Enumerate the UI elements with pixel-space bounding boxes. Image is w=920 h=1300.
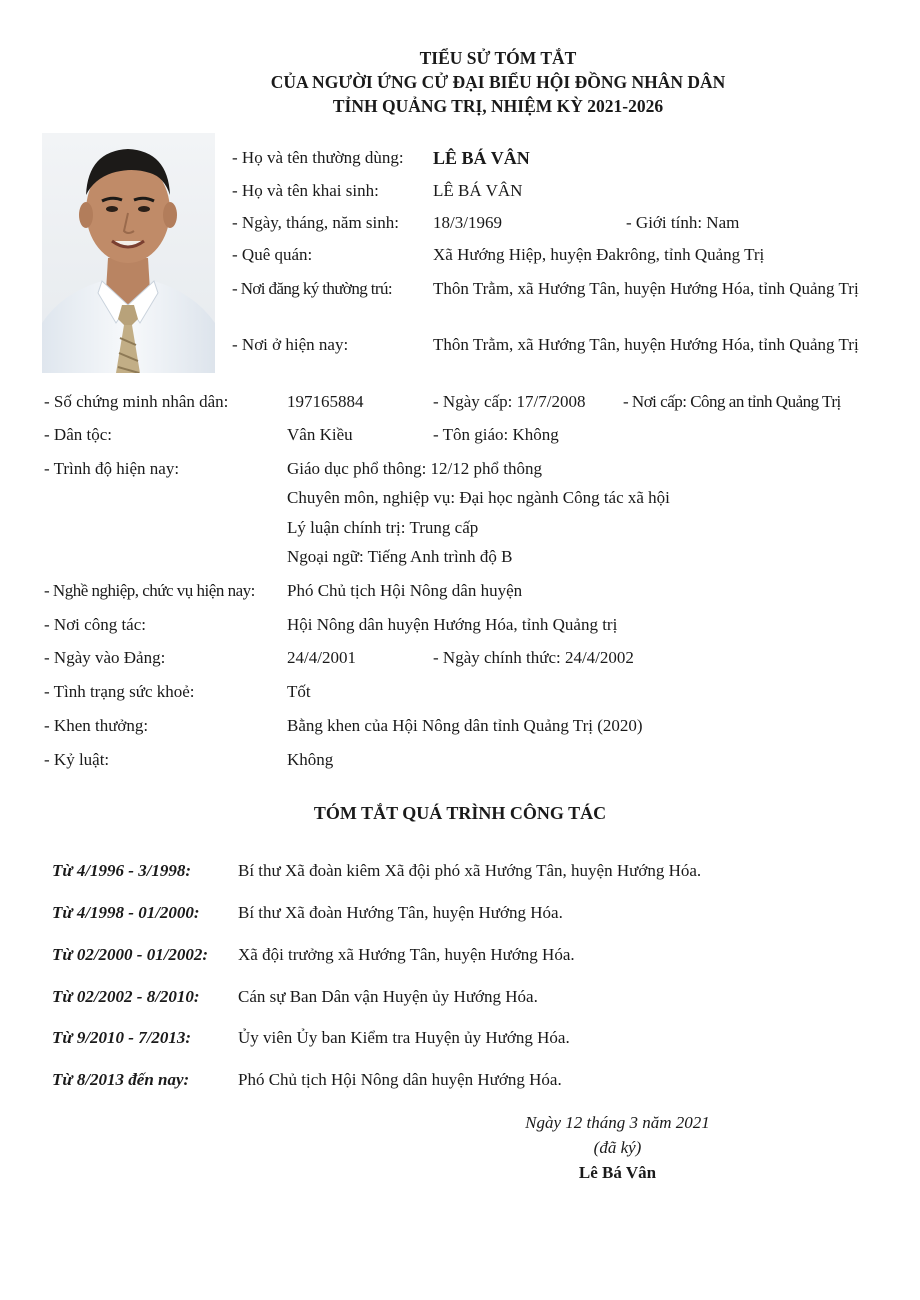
hometown-label: - Quê quán: [232, 245, 313, 264]
work-history-title: TÓM TẮT QUÁ TRÌNH CÔNG TÁC [313, 803, 607, 823]
work-description: Ủy viên Ủy ban Kiểm tra Huyện ủy Hướng Hóa. [238, 1028, 570, 1047]
current-label: - Nơi ở hiện nay: [232, 335, 349, 354]
work-period: Từ 02/2002 - 8/2010: [52, 987, 200, 1006]
party-official-date: - Ngày chính thức: 24/4/2002 [433, 648, 634, 667]
work-description: Bí thư Xã đoàn Hướng Tân, huyện Hướng Hóa. [238, 903, 563, 922]
position-label: - Nghề nghiệp, chức vụ hiện nay: [44, 581, 255, 600]
signature-signed-note: (đã ký) [593, 1138, 642, 1157]
title-line-2: CỦA NGƯỜI ỨNG CỬ ĐẠI BIỂU HỘI ĐỒNG NHÂN DÂN [270, 72, 726, 92]
work-period: Từ 9/2010 - 7/2013: [52, 1028, 192, 1047]
birth-name-value: LÊ BÁ VÂN [433, 181, 523, 200]
education-general: Giáo dục phổ thông: 12/12 phổ thông [287, 459, 542, 478]
birth-name-label: - Họ và tên khai sinh: [232, 181, 379, 200]
registered-value: Thôn Trằm, xã Hướng Tân, huyện Hướng Hóa, tỉnh Quảng Trị [433, 279, 859, 298]
id-issue-date: - Ngày cấp: 17/7/2008 [433, 392, 586, 411]
award-label: - Khen thưởng: [44, 716, 149, 735]
workplace-value: Hội Nông dân huyện Hướng Hóa, tỉnh Quảng trị [287, 615, 618, 634]
signature-date: Ngày 12 tháng 3 năm 2021 [525, 1113, 710, 1132]
signature-name: Lê Bá Vân [578, 1163, 657, 1182]
party-date: 24/4/2001 [287, 648, 356, 667]
current-value: Thôn Trằm, xã Hướng Tân, huyện Hướng Hóa, tỉnh Quảng Trị [433, 335, 859, 354]
id-label: - Số chứng minh nhân dân: [44, 392, 229, 411]
ethnic-value: Vân Kiều [287, 425, 353, 444]
title-line-1: TIỂU SỬ TÓM TẮT [419, 48, 577, 68]
title-line-3: TỈNH QUẢNG TRỊ, NHIỆM KỲ 2021-2026 [332, 96, 664, 116]
education-political: Lý luận chính trị: Trung cấp [287, 518, 479, 537]
id-issue-place: - Nơi cấp: Công an tỉnh Quảng Trị [623, 392, 841, 411]
registered-label: - Nơi đăng ký thường trú: [232, 279, 392, 298]
health-label: - Tình trạng sức khoẻ: [44, 682, 195, 701]
work-period: Từ 4/1998 - 01/2000: [52, 903, 200, 922]
work-description: Bí thư Xã đoàn kiêm Xã đội phó xã Hướng Tân, huyện Hướng Hóa. [238, 861, 702, 880]
id-number: 197165884 [287, 392, 364, 411]
religion-value: - Tôn giáo: Không [433, 425, 559, 444]
party-label: - Ngày vào Đảng: [44, 648, 166, 667]
discipline-label: - Kỷ luật: [44, 750, 110, 769]
gender-value: - Giới tính: Nam [626, 213, 740, 232]
award-value: Bằng khen của Hội Nông dân tỉnh Quảng Trị (2020) [287, 716, 643, 735]
dob-value: 18/3/1969 [433, 213, 502, 232]
health-value: Tốt [287, 682, 311, 701]
work-period: Từ 8/2013 đến nay: [52, 1070, 190, 1089]
dob-label: - Ngày, tháng, năm sinh: [232, 213, 399, 232]
signature-block [500, 1110, 735, 1185]
common-name-label: - Họ và tên thường dùng: [232, 148, 404, 167]
position-value: Phó Chủ tịch Hội Nông dân huyện [287, 581, 523, 600]
work-description: Xã đội trưởng xã Hướng Tân, huyện Hướng Hóa. [238, 945, 575, 964]
education-specialty: Chuyên môn, nghiệp vụ: Đại học ngành Công tác xã hội [287, 488, 670, 507]
work-period: Từ 4/1996 - 3/1998: [52, 861, 192, 880]
portrait-photo [42, 133, 215, 373]
hometown-value: Xã Hướng Hiệp, huyện Đakrông, tỉnh Quảng Trị [433, 245, 765, 264]
discipline-value: Không [287, 750, 334, 769]
common-name-value: LÊ BÁ VÂN [433, 148, 530, 168]
work-description: Cán sự Ban Dân vận Huyện ủy Hướng Hóa. [238, 987, 538, 1006]
ethnic-label: - Dân tộc: [44, 425, 112, 444]
work-period: Từ 02/2000 - 01/2002: [52, 945, 209, 964]
document-title [38, 46, 920, 118]
education-label: - Trình độ hiện nay: [44, 459, 180, 478]
education-language: Ngoại ngữ: Tiếng Anh trình độ B [287, 547, 513, 566]
work-description: Phó Chủ tịch Hội Nông dân huyện Hướng Hóa. [238, 1070, 562, 1089]
workplace-label: - Nơi công tác: [44, 615, 146, 634]
